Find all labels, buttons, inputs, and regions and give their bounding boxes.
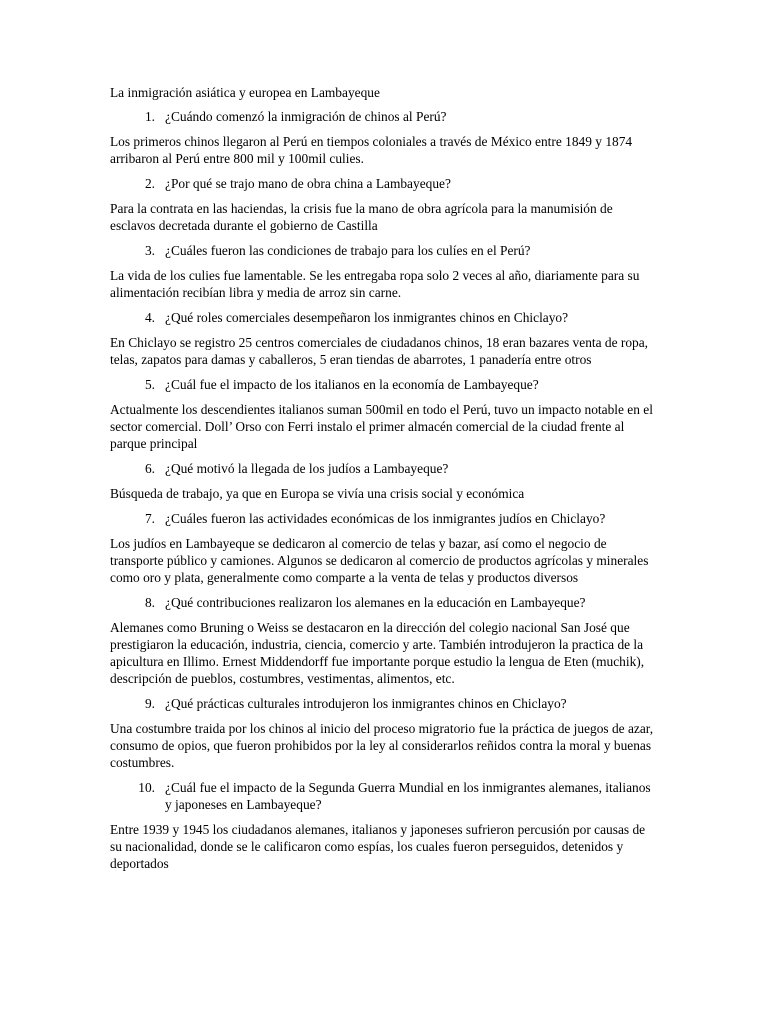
question-text: ¿Cuáles fueron las actividades económicas de los inmigrantes judíos en Chiclayo? [165, 511, 606, 526]
question-number: 4. [144, 310, 155, 325]
qa-item-3 [110, 242, 658, 301]
answer-text: Para la contrata en las haciendas, la crisis fue la mano de obra agrícola para la manumisión de esclavos decretada durante el gobierno de Castilla [110, 201, 613, 233]
question [110, 779, 658, 813]
qa-item-8 [110, 594, 658, 687]
question-number: 3. [144, 243, 155, 258]
question [110, 460, 658, 477]
question-text: ¿Cuándo comenzó la inmigración de chinos al Perú? [165, 109, 447, 124]
qa-item-9 [110, 695, 658, 771]
answer-text: Búsqueda de trabajo, ya que en Europa se vivía una crisis social y económica [110, 486, 525, 501]
question-text: ¿Qué contribuciones realizaron los alemanes en la educación en Lambayeque? [165, 595, 586, 610]
answer-text: La vida de los culies fue lamentable. Se les entregaba ropa solo 2 veces al año, diariamente para su alimentación recibían libra y media de arroz sin carne. [110, 268, 640, 300]
question [110, 376, 658, 393]
question-number: 2. [144, 176, 155, 191]
question [110, 594, 658, 611]
qa-item-5 [110, 376, 658, 452]
question-number: 8. [144, 595, 155, 610]
answer-text: Entre 1939 y 1945 los ciudadanos alemanes, italianos y japoneses sufrieron percusión por causas de su nacionalidad, donde se le calificaron como espías, los cuales fueron perseguidos, detenidos y deportados [110, 822, 646, 871]
answer-text: En Chiclayo se registro 25 centros comerciales de ciudadanos chinos, 18 eran bazares venta de ropa, telas, zapatos para damas y caballeros, 5 eran tiendas de abarrotes, 1 panadería entre otros [110, 335, 649, 367]
document-title: La inmigración asiática y europea en Lambayeque [110, 85, 380, 100]
qa-item-4 [110, 309, 658, 368]
question-number: 1. [144, 109, 155, 124]
question-text: ¿Cuál fue el impacto de los italianos en la economía de Lambayeque? [165, 377, 539, 392]
question [110, 510, 658, 527]
question [110, 242, 658, 259]
question [110, 108, 658, 125]
answer-text: Los judíos en Lambayeque se dedicaron al comercio de telas y bazar, así como el negocio de transporte público y camiones. Algunos se dedicaron al comercio de productos agrícolas y minerales como oro y plata, generalmente como comparte a la venta de telas y productos diversos [110, 536, 649, 585]
question [110, 175, 658, 192]
qa-item-2 [110, 175, 658, 234]
question-text: ¿Qué motivó la llegada de los judíos a Lambayeque? [165, 461, 449, 476]
question-number: 7. [144, 511, 155, 526]
answer-text: Alemanes como Bruning o Weiss se destacaron en la dirección del colegio nacional San José que prestigiaron la educación, industria, ciencia, comercio y arte. También introdujeron la practica de la apicultura en Illimo. Ernest Middendorff fue importante porque estudio la lengua de Eten (muchik), descripción de pueblos, costumbres, vestimentas, alimentos, etc. [110, 620, 645, 686]
question-number: 5. [144, 377, 155, 392]
question [110, 695, 658, 712]
question-number: 9. [144, 696, 155, 711]
question-number: 6. [144, 461, 155, 476]
qa-item-10 [110, 779, 658, 872]
qa-item-6 [110, 460, 658, 502]
question-text: ¿Por qué se trajo mano de obra china a Lambayeque? [165, 176, 451, 191]
qa-item-7 [110, 510, 658, 586]
answer-text: Los primeros chinos llegaron al Perú en tiempos coloniales a través de México entre 1849 y 1874 arribaron al Perú entre 800 mil y 100mil culies. [110, 134, 633, 166]
question-text: ¿Cuál fue el impacto de la Segunda Guerra Mundial en los inmigrantes alemanes, italianos y japoneses en Lambayeque? [165, 780, 651, 812]
question-text: ¿Cuáles fueron las condiciones de trabajo para los culíes en el Perú? [165, 243, 531, 258]
answer-text: Actualmente los descendientes italianos suman 500mil en todo el Perú, tuvo un impacto notable en el sector comercial. Doll’ Orso con Ferri instalo el primer almacén comercial de la ciudad frente al parque principal [110, 402, 653, 451]
question-number: 10. [138, 780, 155, 795]
question-text: ¿Qué roles comerciales desempeñaron los inmigrantes chinos en Chiclayo? [165, 310, 569, 325]
qa-item-1 [110, 108, 658, 167]
question-text: ¿Qué prácticas culturales introdujeron los inmigrantes chinos en Chiclayo? [165, 696, 567, 711]
answer-text: Una costumbre traida por los chinos al inicio del proceso migratorio fue la práctica de juegos de azar, consumo de opios, que fueron prohibidos por la ley al considerarlos reñidos contra la moral y buenas costumbres. [110, 721, 654, 770]
question [110, 309, 658, 326]
